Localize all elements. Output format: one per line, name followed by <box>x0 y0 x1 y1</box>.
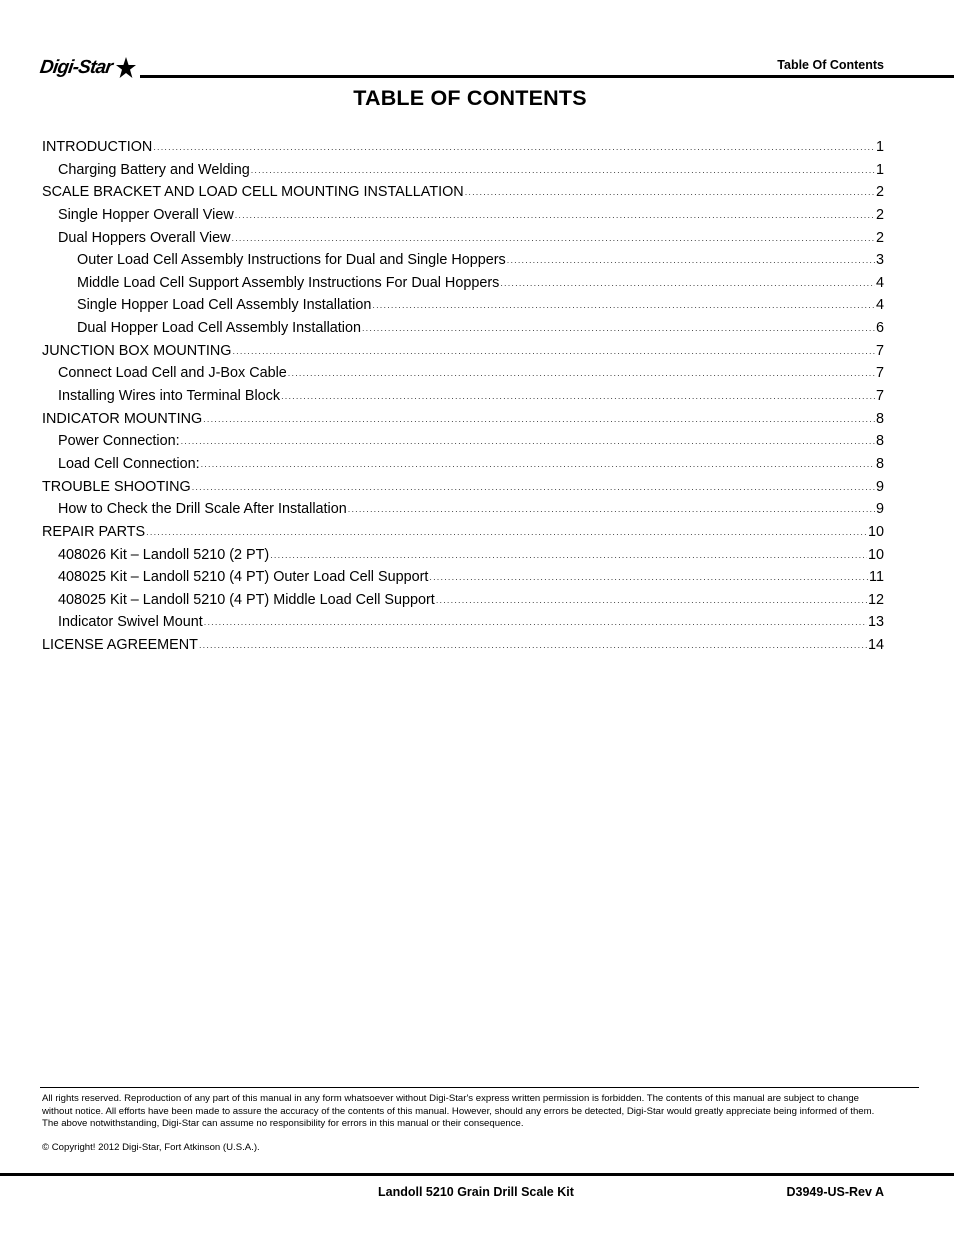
toc-dot-leader <box>372 295 875 315</box>
toc-dot-leader <box>203 409 875 429</box>
header-rule <box>140 75 954 78</box>
toc-entry-page: 10 <box>867 546 884 563</box>
toc-entry-page: 4 <box>875 297 884 314</box>
toc-entry[interactable] <box>42 182 884 205</box>
toc-entry-page: 6 <box>875 320 884 337</box>
toc-entry[interactable] <box>42 612 884 635</box>
digi-star-logo <box>40 55 136 81</box>
toc-entry-title: Installing Wires into Terminal Block <box>58 388 281 405</box>
toc-entry-page: 10 <box>867 523 884 540</box>
toc-dot-leader <box>500 273 875 293</box>
toc-entry[interactable] <box>42 590 884 613</box>
toc-entry-page: 13 <box>867 614 884 631</box>
toc-dot-leader <box>232 341 875 361</box>
toc-entry[interactable] <box>42 205 884 228</box>
toc-entry[interactable] <box>42 567 884 590</box>
toc-entry[interactable] <box>42 431 884 454</box>
legal-notice: All rights reserved. Reproduction of any part of this manual in any form whatsoever without Digi-Star's express written permission is forbidden. The contents of this manual are subject to change without notice. All efforts have been made to assure the accuracy of the contents of this manual. However, should any errors be detected, Digi-Star would greatly appreciate being informed of them. The above notwithstanding, Digi-Star can assume no responsibility for errors in this manual or their consequence. <box>42 1093 875 1129</box>
table-of-contents <box>42 137 884 658</box>
toc-entry-page: 2 <box>875 184 884 201</box>
toc-dot-leader <box>153 137 875 157</box>
footer-product-name: Landoll 5210 Grain Drill Scale Kit <box>378 1185 574 1199</box>
footer-rule <box>40 1087 919 1088</box>
toc-entry-title: Charging Battery and Welding <box>58 161 250 178</box>
footer-divider <box>0 1173 954 1176</box>
toc-dot-leader <box>181 431 875 451</box>
toc-dot-leader <box>199 635 867 655</box>
footer-doc-number: D3949-US-Rev A <box>786 1185 884 1199</box>
toc-dot-leader <box>232 228 875 248</box>
toc-dot-leader <box>235 205 875 225</box>
toc-entry[interactable] <box>42 137 884 160</box>
toc-entry[interactable] <box>42 635 884 658</box>
logo-text: Digi-Star <box>38 57 114 78</box>
toc-entry[interactable] <box>42 386 884 409</box>
toc-dot-leader <box>270 545 867 565</box>
toc-entry-page: 9 <box>875 501 884 518</box>
toc-entry-page: 8 <box>875 433 884 450</box>
toc-entry-title: 408025 Kit – Landoll 5210 (4 PT) Middle Load Cell Support <box>58 591 435 608</box>
toc-entry-title: Connect Load Cell and J-Box Cable <box>58 365 287 382</box>
toc-entry-title: Power Connection: <box>58 433 180 450</box>
toc-entry-title: SCALE BRACKET AND LOAD CELL MOUNTING INSTALLATION <box>42 184 464 201</box>
toc-entry-page: 8 <box>875 455 884 472</box>
toc-entry[interactable] <box>42 454 884 477</box>
toc-entry-title: Single Hopper Load Cell Assembly Installation <box>77 297 372 314</box>
toc-entry[interactable] <box>42 295 884 318</box>
toc-entry-title: How to Check the Drill Scale After Installation <box>58 501 347 518</box>
toc-entry-page: 7 <box>875 365 884 382</box>
page-header <box>40 52 954 82</box>
toc-entry-title: Load Cell Connection: <box>58 455 200 472</box>
toc-entry-title: Indicator Swivel Mount <box>58 614 203 631</box>
toc-dot-leader <box>204 612 867 632</box>
toc-dot-leader <box>465 182 875 202</box>
toc-entry-page: 14 <box>867 637 884 654</box>
toc-entry[interactable] <box>42 318 884 341</box>
toc-dot-leader <box>192 477 875 497</box>
toc-dot-leader <box>281 386 875 406</box>
toc-entry[interactable] <box>42 160 884 183</box>
toc-entry-title: INTRODUCTION <box>42 139 153 155</box>
header-section-title: Table Of Contents <box>777 58 884 72</box>
toc-entry[interactable] <box>42 250 884 273</box>
toc-entry[interactable] <box>42 363 884 386</box>
toc-dot-leader <box>146 522 867 542</box>
toc-entry[interactable] <box>42 273 884 296</box>
toc-entry-title: 408025 Kit – Landoll 5210 (4 PT) Outer Load Cell Support <box>58 569 429 586</box>
toc-entry-page: 2 <box>875 229 884 246</box>
toc-entry-page: 8 <box>875 410 884 427</box>
toc-dot-leader <box>348 499 875 519</box>
toc-entry-page: 1 <box>875 139 884 155</box>
toc-entry-page: 12 <box>867 591 884 608</box>
toc-entry-title: 408026 Kit – Landoll 5210 (2 PT) <box>58 546 270 563</box>
toc-entry[interactable] <box>42 228 884 251</box>
toc-entry-page: 4 <box>875 274 884 291</box>
toc-entry-title: LICENSE AGREEMENT <box>42 637 198 654</box>
star-icon <box>112 56 136 80</box>
toc-entry-title: Outer Load Cell Assembly Instructions for Dual and Single Hoppers <box>77 252 506 269</box>
toc-entry-title: Dual Hopper Load Cell Assembly Installation <box>77 320 361 337</box>
toc-dot-leader <box>251 160 875 180</box>
toc-dot-leader <box>436 590 867 610</box>
toc-entry[interactable] <box>42 341 884 364</box>
toc-entry-page: 3 <box>875 252 884 269</box>
toc-entry-title: REPAIR PARTS <box>42 523 146 540</box>
toc-entry-title: Middle Load Cell Support Assembly Instructions For Dual Hoppers <box>77 274 500 291</box>
toc-entry-title: JUNCTION BOX MOUNTING <box>42 342 232 359</box>
toc-entry[interactable] <box>42 545 884 568</box>
toc-entry-page: 9 <box>875 478 884 495</box>
toc-entry[interactable] <box>42 477 884 500</box>
toc-dot-leader <box>362 318 875 338</box>
copyright-notice: © Copyright! 2012 Digi-Star, Fort Atkinson (U.S.A.). <box>42 1142 260 1153</box>
toc-entry-title: Single Hopper Overall View <box>58 206 234 223</box>
toc-entry-title: INDICATOR MOUNTING <box>42 410 203 427</box>
toc-entry-page: 7 <box>875 342 884 359</box>
toc-entry[interactable] <box>42 409 884 432</box>
toc-dot-leader <box>507 250 875 270</box>
toc-entry-page: 1 <box>875 161 884 178</box>
toc-entry-title: Dual Hoppers Overall View <box>58 229 231 246</box>
toc-entry[interactable] <box>42 522 884 545</box>
toc-entry-page: 2 <box>875 206 884 223</box>
toc-entry-title: TROUBLE SHOOTING <box>42 478 191 495</box>
toc-entry[interactable] <box>42 499 884 522</box>
toc-dot-leader <box>201 454 875 474</box>
toc-entry-page: 7 <box>875 388 884 405</box>
page-title: TABLE OF CONTENTS <box>353 86 587 110</box>
toc-dot-leader <box>429 567 868 587</box>
toc-dot-leader <box>288 363 875 383</box>
toc-entry-page: 11 <box>869 569 884 586</box>
